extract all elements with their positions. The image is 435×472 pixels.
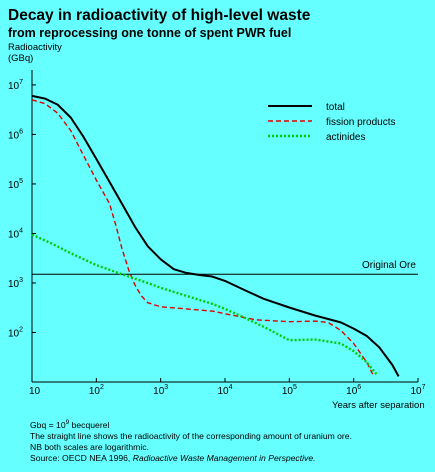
chart-title: Decay in radioactivity of high-level waste — [8, 7, 311, 24]
footnote-log-scales: NB both scales are logarithmic. — [30, 442, 149, 452]
y-tick-label-4-base: 10 — [8, 130, 20, 142]
series-actinides-line — [32, 235, 377, 375]
reference-label: Original Ore — [362, 260, 416, 272]
x-tick-label-6-base: 10 — [410, 386, 422, 397]
legend-label-fission-products: fission products — [326, 117, 396, 128]
y-tick-label-3-exponent: 5 — [19, 177, 24, 185]
chart-subtitle: from reprocessing one tonne of spent PWR fuel — [8, 26, 292, 40]
x-tick-label-4-exponent: 5 — [292, 384, 297, 391]
y-tick-label-4 — [8, 128, 23, 141]
x-tick-label-3-exponent: 4 — [228, 384, 233, 391]
y-tick-label-5-base: 10 — [8, 80, 20, 92]
footnote-gbq-suffix: becquerel — [69, 420, 110, 430]
footnote-source — [30, 453, 316, 463]
y-tick-label-0 — [8, 326, 23, 339]
footnote-straight-line: The straight line shows the radioactivity of the corresponding amount of uranium ore. — [30, 431, 352, 441]
x-axis-label: Years after separation — [332, 400, 425, 411]
y-tick-label-3-base: 10 — [8, 179, 20, 191]
x-tick-label-3 — [217, 384, 232, 397]
legend — [268, 102, 395, 143]
series-fission-products-line — [32, 100, 373, 375]
y-axis-label-line1: Radioactivity — [8, 42, 62, 53]
x-tick-label-5-base: 10 — [346, 386, 358, 397]
y-tick-label-2 — [8, 227, 23, 240]
y-axis-label-line2: (GBq) — [8, 53, 34, 64]
y-tick-label-4-exponent: 6 — [19, 128, 24, 136]
footnote-gbq — [30, 419, 109, 430]
footnote-gbq-exponent: 9 — [65, 419, 70, 426]
x-tick-label-5 — [346, 384, 361, 397]
x-tick-label-3-base: 10 — [217, 386, 229, 397]
x-tick-label-1 — [89, 384, 104, 397]
x-tick-label-4-base: 10 — [281, 386, 293, 397]
x-tick-label-0-base: 10 — [29, 386, 41, 397]
footnote-gbq-prefix: Gbq = 10 — [30, 420, 66, 430]
footnote-source-prefix: Source: OECD NEA 1996, — [30, 453, 133, 463]
y-tick-label-0-base: 10 — [8, 328, 20, 340]
y-tick-label-3 — [8, 178, 23, 191]
y-tick-label-1-exponent: 3 — [19, 276, 24, 284]
y-tick-label-0-exponent: 2 — [19, 326, 24, 334]
x-tick-label-2-exponent: 3 — [164, 384, 169, 391]
x-tick-label-1-base: 10 — [88, 386, 100, 397]
x-tick-label-4 — [282, 384, 297, 397]
x-tick-label-2 — [153, 384, 168, 397]
y-tick-label-1 — [8, 277, 23, 290]
y-tick-label-5 — [8, 79, 23, 92]
x-ticks — [29, 378, 426, 397]
x-tick-label-2-base: 10 — [153, 386, 165, 397]
footnotes — [30, 419, 352, 463]
y-tick-label-1-base: 10 — [8, 278, 20, 290]
y-tick-label-5-exponent: 7 — [19, 78, 24, 86]
x-tick-label-5-exponent: 6 — [357, 384, 362, 391]
footnote-source-title: Radioactive Waste Management in Perspective. — [132, 453, 316, 463]
legend-label-total: total — [326, 102, 345, 113]
x-tick-label-0 — [29, 386, 41, 397]
x-tick-label-6 — [410, 384, 425, 397]
legend-label-actinides: actinides — [326, 132, 366, 143]
x-tick-label-1-exponent: 2 — [99, 384, 104, 391]
x-tick-label-6-exponent: 7 — [421, 384, 426, 391]
y-tick-label-2-exponent: 4 — [19, 227, 24, 235]
y-tick-label-2-base: 10 — [8, 229, 20, 241]
